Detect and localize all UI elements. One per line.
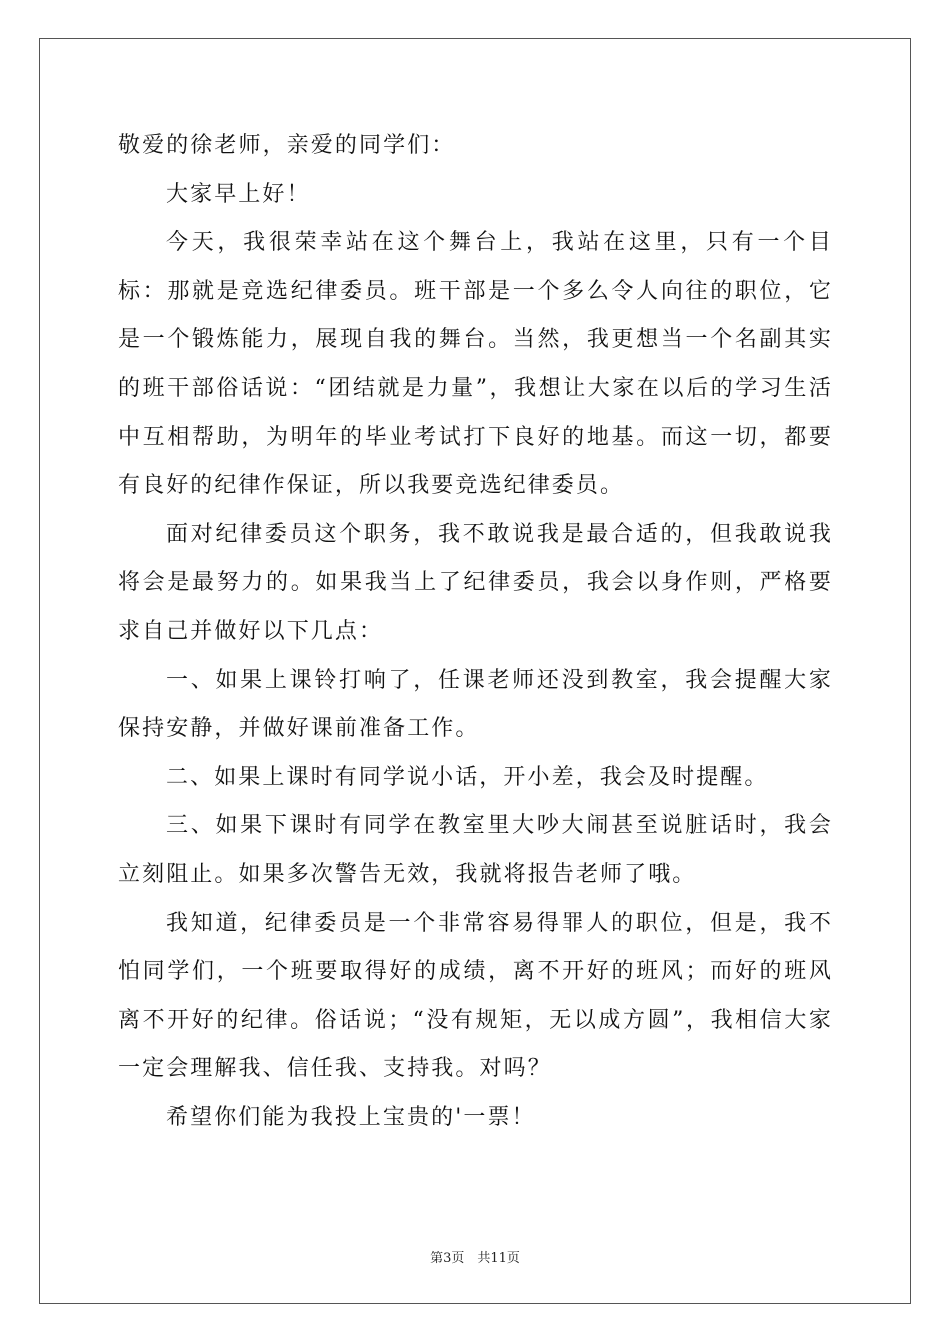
salutation: 敬爱的徐老师，亲爱的同学们： xyxy=(118,133,456,158)
paragraph-greeting: 大家早上好！ xyxy=(166,181,311,207)
paragraph-point-three: 三、如果下课时有同学在教室里大吵大闹甚至说脏话时，我会立刻阻止。如果多次警告无效，我就将报告老师了哦。 xyxy=(118,813,833,887)
page-number-footer: 第3页 共11页 xyxy=(430,1251,520,1266)
paragraph-intro: 今天，我很荣幸站在这个舞台上，我站在这里，只有一个目标：那就是竞选纪律委员。班干部是一个多么令人向往的职位，它是一个锻炼能力，展现自我的舞台。当然，我更想当一个名副其实的班干部俗话说：“团结就是力量”，我想让大家在以后的学习生活中互相帮助，为明年的毕业考试打下良好的地基。而这一切，都要有良好的纪律作保证，所以我要竞选纪律委员。 xyxy=(118,230,833,499)
paragraph-reflection: 我知道，纪律委员是一个非常容易得罪人的职位，但是，我不怕同学们，一个班要取得好的成绩，离不开好的班风；而好的班风离不开好的纪律。俗话说；“没有规矩，无以成方圆”，我相信大家一定会理解我、信任我、支持我。对吗？ xyxy=(118,910,833,1082)
paragraph-commitment: 面对纪律委员这个职务，我不敢说我是最合适的，但我敢说我将会是最努力的。如果我当上了纪律委员，我会以身作则，严格要求自己并做好以下几点： xyxy=(118,521,833,644)
document-body xyxy=(118,122,833,1142)
paragraph-point-one: 一、如果上课铃打响了，任课老师还没到教室，我会提醒大家保持安静，并做好课前准备工作。 xyxy=(118,667,833,742)
paragraph-closing: 希望你们能为我投上宝贵的'一票！ xyxy=(166,1104,536,1130)
paragraph-point-two: 二、如果上课时有同学说小话，开小差，我会及时提醒。 xyxy=(166,764,769,790)
